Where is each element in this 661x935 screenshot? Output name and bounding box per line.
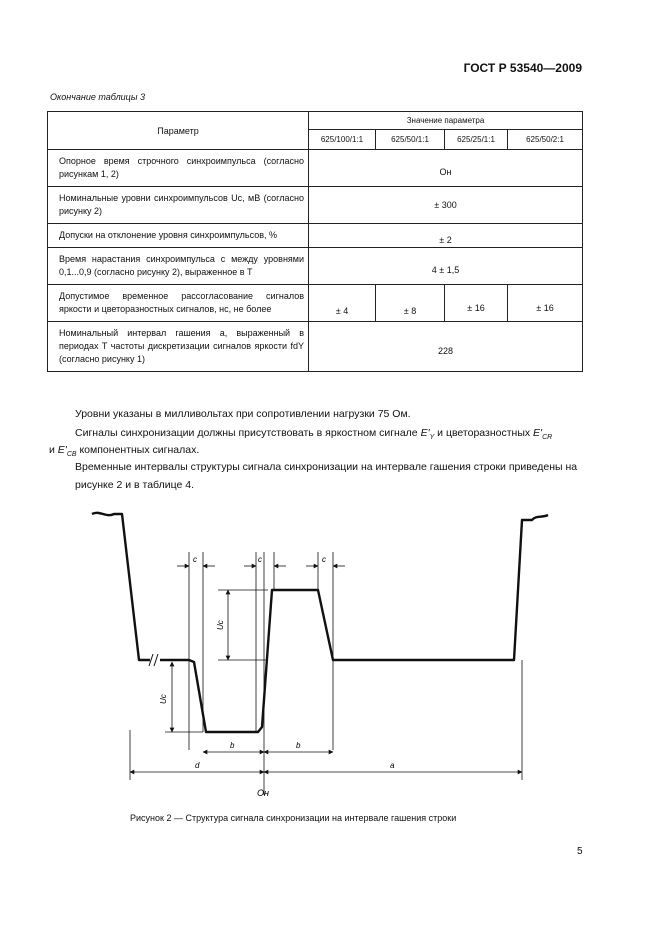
param-value: ± 8 — [376, 285, 445, 322]
param-name: Время нарастания синхроимпульса c между уровнями 0,1...0,9 (согласно рисунку 2), выраженное в T — [48, 248, 309, 285]
table-row — [48, 322, 583, 372]
param-name: Допуски на отклонение уровня синхроимпульсов, % — [48, 224, 309, 248]
param-value: 228 — [309, 322, 583, 372]
mode-header: 625/25/1:1 — [445, 130, 508, 150]
param-value: ± 2 — [309, 224, 583, 248]
table-row — [48, 187, 583, 224]
text-fragment: компонентных сигналах. — [79, 444, 200, 456]
table-row — [48, 285, 583, 322]
break-mark — [149, 654, 158, 666]
table-row — [48, 248, 583, 285]
paragraph-load: Уровни указаны в милливольтах при сопротивлении нагрузки 75 Ом. — [75, 408, 411, 420]
label-origin: Oн — [257, 788, 269, 798]
label-a: a — [390, 761, 395, 770]
symbol-ecr: $E'_{CR}$ — [533, 427, 553, 442]
label-b: b — [230, 741, 235, 750]
label-b: b — [296, 741, 301, 750]
table-row — [48, 224, 583, 248]
symbol-ecb: $E'_{CB}$ — [57, 444, 77, 459]
param-value: Oн — [309, 150, 583, 187]
param-value: 4 ± 1,5 — [309, 248, 583, 285]
paragraph-intervals: Временные интервалы структуры сигнала синхронизации на интервале гашения строки приведены на рисунке 2 и в таблице 4. — [75, 461, 578, 491]
table-row — [48, 150, 583, 187]
param-name: Номинальные уровни синхроимпульсов Uc, мВ (согласно рисунку 2) — [48, 187, 309, 224]
text-fragment: Сигналы синхронизации должны присутствовать в яркостном сигнале — [75, 427, 418, 439]
param-value: ± 4 — [309, 285, 376, 322]
value-header: Значение параметра — [309, 112, 583, 130]
mode-header: 625/50/2:1 — [508, 130, 583, 150]
label-uc: Uc — [159, 694, 168, 704]
param-name: Опорное время строчного синхроимпульса (согласно рисункам 1, 2) — [48, 150, 309, 187]
page-number: 5 — [577, 846, 583, 857]
sync-waveform-figure — [0, 490, 661, 810]
standard-code: ГОСТ Р 53540—2009 — [463, 61, 582, 75]
mode-header: 625/100/1:1 — [309, 130, 376, 150]
label-c: c — [322, 555, 326, 564]
table-caption: Окончание таблицы 3 — [50, 92, 145, 102]
param-value: ± 16 — [508, 285, 583, 322]
param-header: Параметр — [48, 112, 309, 150]
table-header-row — [48, 112, 583, 130]
text-fragment: и цветоразностных — [437, 427, 531, 439]
figure-caption: Рисунок 2 — Структура сигнала синхронизации на интервале гашения строки — [130, 813, 457, 823]
param-value: ± 16 — [445, 285, 508, 322]
text-fragment: и — [49, 444, 55, 456]
symbol-ey: $E'_Y$ — [420, 427, 435, 442]
parameters-table — [47, 111, 583, 372]
mode-header: 625/50/1:1 — [376, 130, 445, 150]
param-name: Номинальный интервал гашения a, выраженный в периодах T частоты дискретизации сигналов яркости fdY (согласно рисунку 1) — [48, 322, 309, 372]
label-c: c — [258, 555, 262, 564]
param-name: Допустимое временное рассогласование сигналов яркости и цветоразностных сигналов, нс, не более — [48, 285, 309, 322]
label-d: d — [195, 761, 200, 770]
label-uc: Uc — [216, 620, 225, 630]
param-value: ± 300 — [309, 187, 583, 224]
label-c: c — [193, 555, 197, 564]
